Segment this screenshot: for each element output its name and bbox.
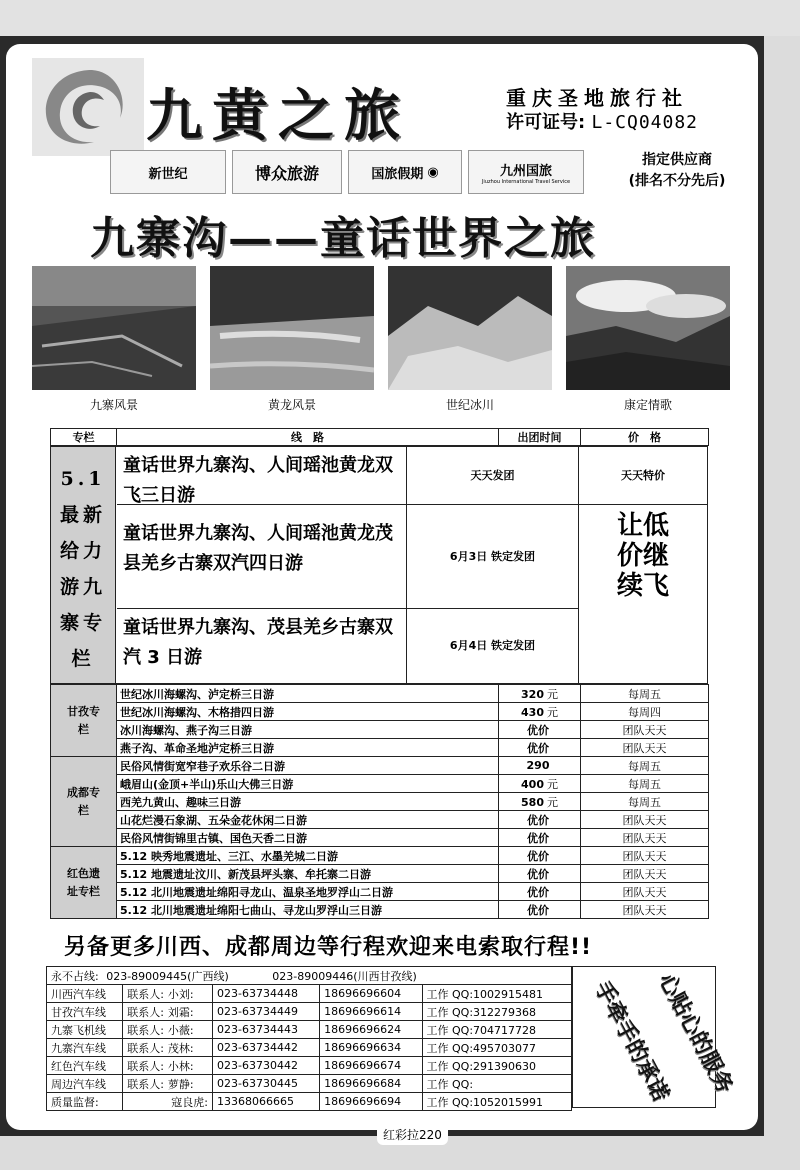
contact-person-cell xyxy=(123,985,213,1003)
route-name: 西羌九黄山、趣味三日游 xyxy=(117,793,499,811)
side-band xyxy=(764,36,800,1136)
price-value: 优价 xyxy=(527,849,549,863)
photo-glacier xyxy=(388,266,552,390)
departure-time: 团队天天 xyxy=(581,811,709,829)
contact-name: 萝静: xyxy=(167,1077,194,1091)
route-name: 世纪冰川海螺沟、木格措四日游 xyxy=(117,703,499,721)
photo-kangding xyxy=(566,266,730,390)
brand-title: 九黄之旅 xyxy=(146,83,410,149)
photo-caption: 康定情歌 xyxy=(623,398,672,412)
route-price xyxy=(499,757,581,775)
license-line xyxy=(506,108,698,134)
contact-person-cell xyxy=(123,1021,213,1039)
price-value: 290 xyxy=(526,759,550,772)
contact-phone: 023-63734448 xyxy=(213,985,320,1003)
contact-row xyxy=(47,985,572,1003)
contact-label: 联系人: xyxy=(127,1041,164,1055)
route-price xyxy=(499,811,581,829)
route-price xyxy=(499,775,581,793)
col-header-price: 价 格 xyxy=(581,429,709,446)
partner-logo-jiuzhou xyxy=(468,150,584,194)
route-name: 5.12 地震遗址汶川、新茂县坪头寨、牟托寨二日游 xyxy=(117,865,499,883)
contact-label: 联系人: xyxy=(127,1023,164,1037)
contact-line: 川西汽车线 xyxy=(47,985,123,1003)
hotline-phone-2: 023-89009446(川西甘孜线) xyxy=(272,969,417,983)
price-value: 优价 xyxy=(527,867,549,881)
contact-qq-cell xyxy=(422,1057,572,1075)
supervisor-label: 质量监督: xyxy=(47,1093,123,1111)
route-price xyxy=(499,883,581,901)
supplier-note: (排名不分先后) xyxy=(628,173,726,189)
contact-phone: 023-63730442 xyxy=(213,1057,320,1075)
supervisor-mobile: 18696696694 xyxy=(320,1093,422,1111)
route-price xyxy=(499,829,581,847)
supervisor-qq-cell xyxy=(422,1093,572,1111)
price-value: 优价 xyxy=(527,723,549,737)
qq-label: 工作 QQ: xyxy=(426,1095,474,1109)
photo-caption: 九寨风景 xyxy=(89,398,138,412)
contact-mobile: 18696696624 xyxy=(320,1021,422,1039)
qq-label: 工作 QQ: xyxy=(426,987,474,1001)
license-label: 许可证号: xyxy=(506,112,586,133)
contact-qq: 1002915481 xyxy=(473,987,544,1001)
partner-logo-guolv xyxy=(348,150,462,194)
table-row xyxy=(51,775,709,793)
group-category: 成都专栏 xyxy=(51,757,117,847)
service-promise-box xyxy=(572,966,739,1108)
globe-icon: ◉ xyxy=(427,164,439,180)
table-row xyxy=(51,901,709,919)
contact-person-cell xyxy=(123,1057,213,1075)
contact-name: 茂林: xyxy=(167,1041,194,1055)
contact-line: 甘孜汽车线 xyxy=(47,1003,123,1021)
route-name: 民俗风情街宽窄巷子欢乐谷二日游 xyxy=(117,757,499,775)
table-row xyxy=(51,865,709,883)
route-name: 5.12 映秀地震遗址、三江、水墨羌城二日游 xyxy=(117,847,499,865)
contact-qq: 312279368 xyxy=(473,1005,537,1019)
contact-qq-cell xyxy=(422,1021,572,1039)
price-unit: 元 xyxy=(546,687,558,701)
slogan-low-price: 让低价继续飞 xyxy=(617,511,670,601)
contact-mobile: 18696696604 xyxy=(320,985,422,1003)
contact-label: 联系人: xyxy=(127,1077,164,1091)
contact-mobile: 18696696614 xyxy=(320,1003,422,1021)
hotline-label: 永不占线: xyxy=(51,969,99,983)
table-row xyxy=(51,847,709,865)
route-name: 民俗风情街锦里古镇、国色天香二日游 xyxy=(117,829,499,847)
group-category: 红色遗址专栏 xyxy=(51,847,117,919)
price-value: 580 xyxy=(521,795,544,809)
special-time-1: 天天发团 xyxy=(407,447,579,505)
photo-caption: 世纪冰川 xyxy=(445,398,494,412)
special-route-1: 童话世界九寨沟、人间瑶池黄龙双飞三日游 xyxy=(117,447,407,505)
agency-name: 重庆圣地旅行社 xyxy=(506,86,688,110)
route-price xyxy=(499,901,581,919)
departure-time: 每周五 xyxy=(581,775,709,793)
special-route-3: 童话世界九寨沟、茂县羌乡古寨双汽 3 日游 xyxy=(117,609,407,683)
table-row xyxy=(51,793,709,811)
contact-phone: 023-63734443 xyxy=(213,1021,320,1039)
license-number: L-CQ04082 xyxy=(591,112,699,133)
hotline-row xyxy=(47,967,572,985)
departure-time: 每周四 xyxy=(581,703,709,721)
table-row xyxy=(51,721,709,739)
route-price xyxy=(499,703,581,721)
price-value: 320 xyxy=(521,687,544,701)
route-name: 燕子沟、革命圣地泸定桥三日游 xyxy=(117,739,499,757)
price-value: 优价 xyxy=(527,885,549,899)
route-name: 山花烂漫石象湖、五朵金花休闲二日游 xyxy=(117,811,499,829)
special-time-2: 6月3日 铁定发团 xyxy=(407,505,579,609)
partner-name: 新世纪 xyxy=(148,166,188,182)
departure-time: 每周五 xyxy=(581,685,709,703)
departure-time: 团队天天 xyxy=(581,865,709,883)
price-value: 优价 xyxy=(527,813,549,827)
contact-table xyxy=(46,966,572,1111)
contact-person-cell xyxy=(123,1075,213,1093)
contact-row xyxy=(47,1039,572,1057)
special-category: 5.1最新给力游九寨专栏 xyxy=(51,447,116,683)
contact-name: 小林: xyxy=(167,1059,194,1073)
contact-qq-cell xyxy=(422,1039,572,1057)
table-row xyxy=(51,883,709,901)
contact-row xyxy=(47,1021,572,1039)
contact-name: 小薇: xyxy=(167,1023,194,1037)
table-row xyxy=(51,703,709,721)
contact-qq: 291390630 xyxy=(473,1059,537,1073)
departure-time: 每周五 xyxy=(581,793,709,811)
route-price xyxy=(499,847,581,865)
departure-time: 团队天天 xyxy=(581,883,709,901)
special-price-1: 天天特价 xyxy=(579,447,707,505)
group-table xyxy=(50,684,709,919)
col-header-route: 线 路 xyxy=(117,429,499,446)
supervisor-phone: 13368066665 xyxy=(213,1093,320,1111)
price-value: 优价 xyxy=(527,741,549,755)
departure-time: 团队天天 xyxy=(581,829,709,847)
partner-logo-xinshiji xyxy=(110,150,226,194)
route-name: 5.12 北川地震遗址绵阳寻龙山、温泉圣地罗浮山二日游 xyxy=(117,883,499,901)
special-section xyxy=(50,446,708,684)
flyer-page xyxy=(6,44,758,1130)
contact-row xyxy=(47,1003,572,1021)
partner-logo-bozhong xyxy=(232,150,342,194)
hotline-phone-1: 023-89009445(广西线) xyxy=(106,969,229,983)
price-value: 优价 xyxy=(527,831,549,845)
qq-label: 工作 QQ: xyxy=(426,1005,474,1019)
supervisor-qq: 1052015991 xyxy=(473,1095,544,1109)
route-name: 峨眉山(金顶+半山)乐山大佛三日游 xyxy=(117,775,499,793)
top-band xyxy=(0,0,800,36)
contact-label: 联系人: xyxy=(127,987,164,1001)
table-row xyxy=(51,685,709,703)
route-price xyxy=(499,865,581,883)
contact-qq-cell xyxy=(422,985,572,1003)
price-unit: 元 xyxy=(546,795,558,809)
contact-row xyxy=(47,1057,572,1075)
table-header-row xyxy=(51,429,709,446)
price-value: 优价 xyxy=(527,903,549,917)
qq-label: 工作 QQ: xyxy=(426,1041,474,1055)
table-row xyxy=(51,757,709,775)
contact-mobile: 18696696684 xyxy=(320,1075,422,1093)
photo-jiuzhai xyxy=(32,266,196,390)
footer-code: 红彩拉220 xyxy=(377,1124,448,1145)
partner-english: Jiuzhou International Travel Service xyxy=(481,178,571,185)
price-value: 430 xyxy=(521,705,544,719)
contact-name: 刘霜: xyxy=(167,1005,194,1019)
route-price xyxy=(499,721,581,739)
supervisor-row xyxy=(47,1093,572,1111)
contact-qq-cell xyxy=(422,1003,572,1021)
departure-time: 每周五 xyxy=(581,757,709,775)
partner-name: 博众旅游 xyxy=(254,163,319,183)
special-time-3: 6月4日 铁定发团 xyxy=(407,609,579,683)
qq-label: 工作 QQ: xyxy=(426,1077,474,1091)
contact-mobile: 18696696674 xyxy=(320,1057,422,1075)
price-value: 400 xyxy=(521,777,544,791)
contact-person-cell xyxy=(123,1039,213,1057)
special-route-2: 童话世界九寨沟、人间瑶池黄龙茂县羌乡古寨双汽四日游 xyxy=(117,505,407,609)
table-row xyxy=(51,829,709,847)
contact-label: 联系人: xyxy=(127,1059,164,1073)
contact-person-cell xyxy=(123,1003,213,1021)
partner-name: 国旅假期 xyxy=(371,166,424,182)
hotline-cell xyxy=(47,967,572,985)
table-row xyxy=(51,811,709,829)
table-row xyxy=(51,739,709,757)
route-price xyxy=(499,793,581,811)
departure-time: 团队天天 xyxy=(581,721,709,739)
contact-name: 小刘: xyxy=(167,987,194,1001)
contact-qq-cell xyxy=(422,1075,572,1093)
contact-line: 周边汽车线 xyxy=(47,1075,123,1093)
qq-label: 工作 QQ: xyxy=(426,1059,474,1073)
route-name: 世纪冰川海螺沟、泸定桥三日游 xyxy=(117,685,499,703)
designated-supplier xyxy=(606,150,748,192)
partner-logos xyxy=(110,150,584,194)
partner-name: 九州国旅 xyxy=(499,163,552,179)
col-header-time: 出团时间 xyxy=(499,429,581,446)
supervisor-name: 寇良虎: xyxy=(123,1093,213,1111)
contact-qq: 495703077 xyxy=(473,1041,537,1055)
contact-phone: 023-63734449 xyxy=(213,1003,320,1021)
contact-line: 九寨飞机线 xyxy=(47,1021,123,1039)
contact-line: 九寨汽车线 xyxy=(47,1039,123,1057)
photo-caption: 黄龙风景 xyxy=(267,398,316,412)
col-header-column: 专栏 xyxy=(51,429,117,446)
contact-line: 红色汽车线 xyxy=(47,1057,123,1075)
route-name: 5.12 北川地震遗址绵阳七曲山、寻龙山罗浮山三日游 xyxy=(117,901,499,919)
departure-time: 团队天天 xyxy=(581,739,709,757)
contact-phone: 023-63730445 xyxy=(213,1075,320,1093)
group-category: 甘孜专栏 xyxy=(51,685,117,757)
main-headline: 九寨沟——童话世界之旅 xyxy=(90,213,596,264)
departure-time: 团队天天 xyxy=(581,847,709,865)
route-name: 冰川海螺沟、燕子沟三日游 xyxy=(117,721,499,739)
supplier-title: 指定供应商 xyxy=(642,152,712,168)
price-unit: 元 xyxy=(546,705,558,719)
route-price xyxy=(499,685,581,703)
swirl-logo-icon xyxy=(32,58,144,156)
service-promise-left: 手牵手的承诺 xyxy=(589,976,675,1106)
service-promise-right: 心贴心的服务 xyxy=(653,968,739,1098)
contact-mobile: 18696696634 xyxy=(320,1039,422,1057)
more-itineraries-text: 另备更多川西、成都周边等行程欢迎来电索取行程!! xyxy=(64,935,593,960)
contact-label: 联系人: xyxy=(127,1005,164,1019)
contact-phone: 023-63734442 xyxy=(213,1039,320,1057)
route-price xyxy=(499,739,581,757)
contact-row xyxy=(47,1075,572,1093)
qq-label: 工作 QQ: xyxy=(426,1023,474,1037)
route-table xyxy=(50,428,709,446)
photo-huanglong xyxy=(210,266,374,390)
departure-time: 团队天天 xyxy=(581,901,709,919)
price-unit: 元 xyxy=(546,777,558,791)
contact-qq: 704717728 xyxy=(473,1023,537,1037)
